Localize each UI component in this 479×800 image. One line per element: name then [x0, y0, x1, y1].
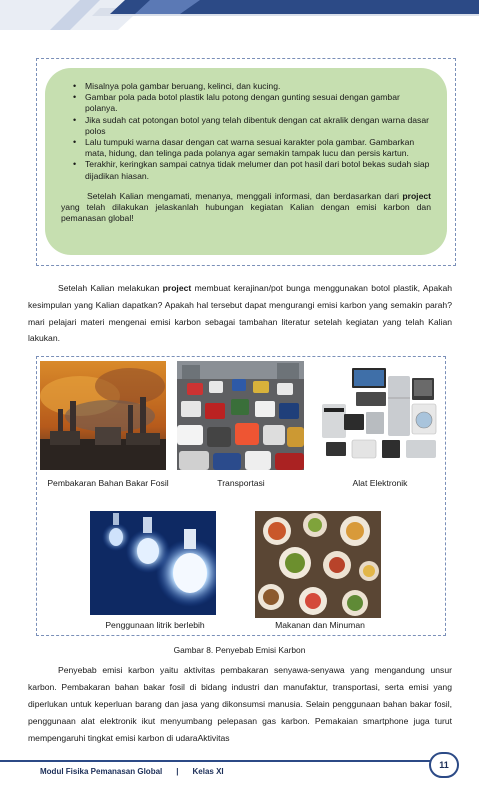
electronics-photo: [316, 364, 442, 464]
header-banner: [0, 0, 479, 30]
grade-label: Kelas XI: [192, 767, 224, 776]
activity-closing: Setelah Kalian mengamati, menanya, menggali informasi, dan berdasarkan dari project yang telah dilakukan jelaskanlah hubungan kegiatan Kalian dengan emisi karbon dan pemanasan global!: [61, 190, 431, 224]
list-item: • Lalu tumpuki warna dasar dengan cat warna sesuai karakter pola gambar. Gambarkan mata, hidung, dan telinga pada polanya agar semakin tampak lucu dan persis kartun.: [85, 137, 447, 159]
list-item: • Gambar pola pada botol plastik lalu potong dengan gunting sesuai dengan gambar polanya.: [85, 92, 447, 114]
list-item: • Terakhir, keringkan sampai catnya tidak melumer dan pot hasil dari botol bekas sudah siap dijadikan hiasan.: [85, 159, 447, 181]
transport-photo: [177, 361, 304, 470]
activity-box-panel: [45, 68, 447, 255]
activity-box: [36, 58, 456, 266]
page-footer: [0, 752, 479, 800]
light-bulbs-photo: [90, 511, 216, 615]
book-title: Modul Fisika Pemanasan Global: [40, 767, 163, 776]
steps-list: [45, 68, 447, 182]
intro-paragraph: Setelah Kalian melakukan project membuat kerajinan/pot bunga menggunakan botol plastik, Apakah kesimpulan yang Kalian dapatkan? Apakah hal tersebut dapat mengurangi emisi karbon yang semakin parah? mari pelajari materi mengenai emisi karbon sebagai tambahan literatur setelah kegiatan yang telah Kalian lakukan.: [28, 283, 453, 344]
footer-separator: |: [176, 767, 179, 776]
figure-caption: Gambar 8. Penyebab Emisi Karbon: [173, 645, 306, 655]
caption-transport: Transportasi: [217, 478, 265, 488]
caption-food: Makanan dan Minuman: [275, 620, 365, 630]
caption-electricity: Penggunaan litrik berlebih: [105, 620, 205, 630]
caption-electronics: Alat Elektronik: [352, 478, 408, 488]
food-photo: [255, 511, 381, 618]
page-number: 11: [429, 752, 459, 778]
caption-fossil: Pembakaran Bahan Bakar Fosil: [47, 478, 169, 488]
fossil-fuel-photo: [40, 361, 166, 470]
list-item: • Misalnya pola gambar beruang, kelinci, dan kucing.: [85, 81, 447, 92]
closing-paragraph: Penyebab emisi karbon yaitu aktivitas pembakaran senyawa-senyawa yang mengandung unsur karbon. Pembakaran bahan bakar fosil di bidang industri dan manufaktur, transportasi, serta emisi yang diperlukan untuk keperluan barang dan jasa yang dikonsumsi manusia. Selain penggunaan bahan bakar fosil, penggunaan alat elektronik ikut menyumbang pelepasan gas karbon. Pemakaian smartphone juga turut mempengaruhi tingkat emisi karbon di udaraAktivitas: [28, 665, 452, 743]
footer-rule: [0, 760, 440, 762]
footer-text: [40, 767, 224, 776]
list-item: • Jika sudah cat potongan botol yang telah dibentuk dengan cat akralik dengan warna dasar polos: [85, 115, 447, 137]
